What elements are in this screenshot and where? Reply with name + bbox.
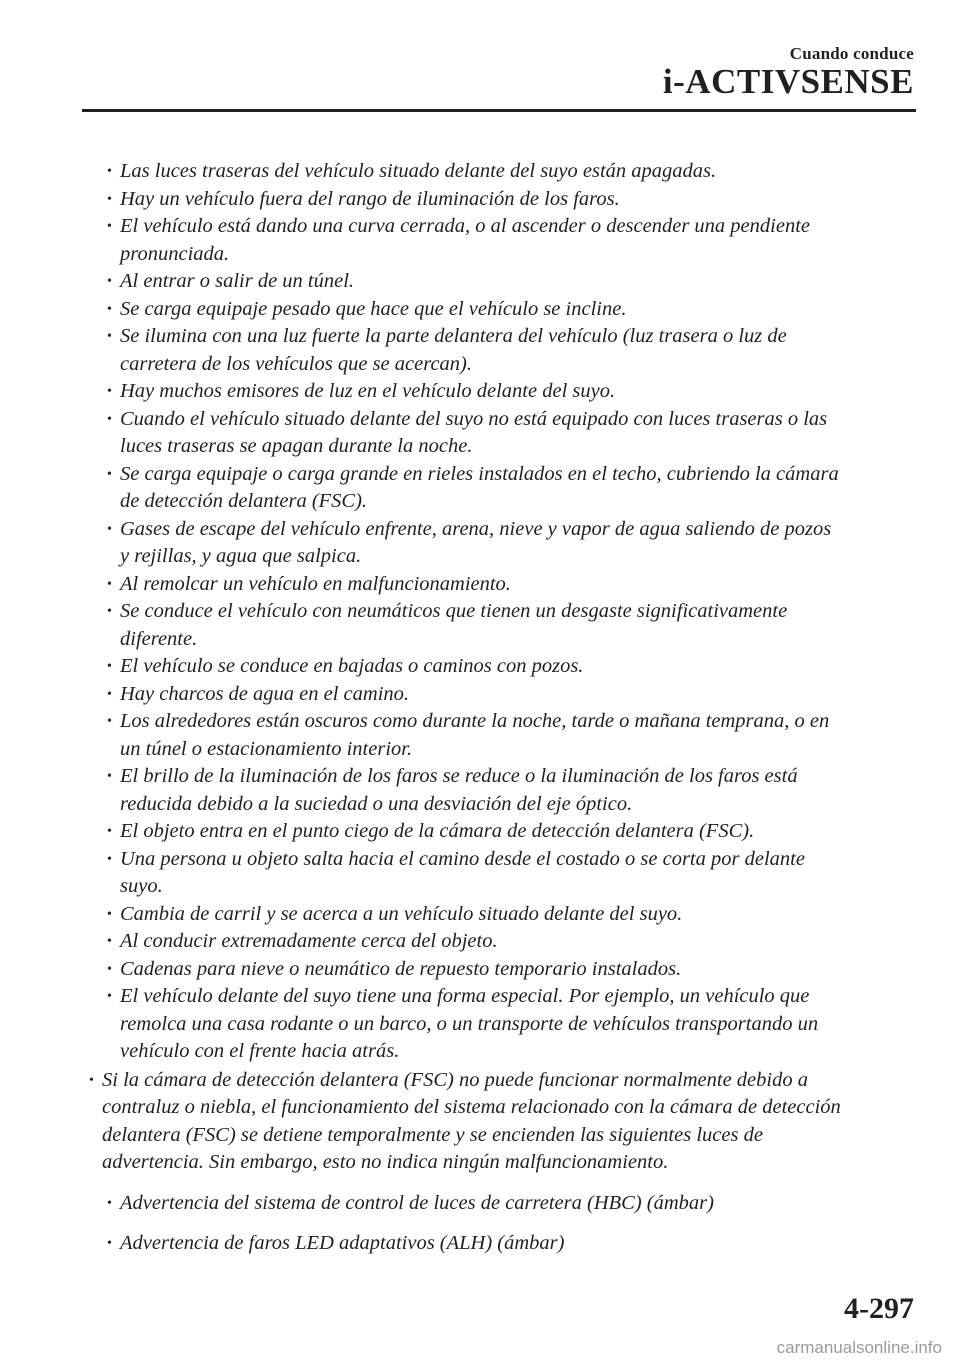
- bullet-icon: •: [107, 191, 112, 207]
- list-item: • El vehículo delante del suyo tiene una forma especial. Por ejemplo, un vehículo que remolca una casa rodante o un barco, o un transporte de vehículos transportando un vehículo con el frente hacia atrás.: [107, 985, 819, 1062]
- list-item: • Al conducir extremadamente cerca del objeto.: [0, 928, 910, 956]
- list-item: • Cuando el vehículo situado delante del suyo no está equipado con luces traseras o las luces traseras se apagan durante la noche.: [107, 407, 828, 457]
- page-number: 4-297: [844, 1292, 914, 1325]
- bullet-icon: •: [107, 411, 112, 427]
- list-item: • El objeto entra en el punto ciego de la cámara de detección delantera (FSC).: [0, 818, 910, 846]
- bullet-icon: •: [107, 934, 112, 949]
- list-item: • Hay muchos emisores de luz en el vehículo delante del suyo.: [0, 378, 910, 406]
- list-item: • Los alrededores están oscuros como durante la noche, tarde o mañana temprana, o en un túnel o estacionamiento interior.: [107, 710, 830, 760]
- bullet-icon: •: [107, 686, 112, 702]
- list-item: • Advertencia de faros LED adaptativos (ALH) (ámbar): [0, 1230, 910, 1258]
- list-item: • Se ilumina con una luz fuerte la parte delantera del vehículo (luz trasera o luz de carretera de los vehículos que se acercan).: [107, 325, 787, 375]
- watermark-link[interactable]: carmanualsonline.info: [776, 1338, 942, 1357]
- bullet-icon: •: [107, 219, 112, 234]
- list-item: • Al entrar o salir de un túnel.: [0, 268, 910, 296]
- list-item: • El brillo de la iluminación de los faros se reduce o la iluminación de los faros está reducida debido a la suciedad o una desviación del eje óptico.: [107, 765, 798, 815]
- bullet-icon: •: [107, 604, 112, 619]
- bullet-icon: •: [107, 714, 112, 729]
- bullet-icon: •: [107, 576, 112, 592]
- section-label: Cuando conduce: [789, 44, 914, 63]
- list-item: • Cambia de carril y se acerca a un vehículo situado delante del suyo.: [0, 901, 910, 929]
- list-item: • Se carga equipaje o carga grande en rieles instalados en el techo, cubriendo la cámara de detección delantera (FSC).: [107, 462, 839, 512]
- bullet-icon: •: [107, 851, 112, 867]
- bullet-icon: •: [107, 1195, 112, 1211]
- bullet-icon: •: [107, 521, 112, 537]
- warning-lights-list: [0, 1190, 960, 1258]
- list-item: • Hay charcos de agua en el camino.: [0, 681, 910, 709]
- manual-content: [0, 158, 960, 1258]
- bullet-icon: •: [107, 384, 112, 399]
- bullet-icon: •: [107, 466, 112, 482]
- list-item: • Se carga equipaje pesado que hace que el vehículo se incline.: [0, 296, 910, 324]
- bullet-icon: •: [107, 989, 112, 1004]
- list-item: • El vehículo está dando una curva cerrada, o al ascender o descender una pendiente pronunciada.: [107, 215, 810, 265]
- bullet-icon: •: [107, 329, 112, 344]
- bullet-icon: •: [107, 1236, 112, 1251]
- list-item: • El vehículo se conduce en bajadas o caminos con pozos.: [0, 653, 910, 681]
- list-item: • Gases de escape del vehículo enfrente, arena, nieve y vapor de agua saliendo de pozos y rejillas, y agua que salpica.: [107, 517, 832, 567]
- note-paragraph: • Si la cámara de detección delantera (FSC) no puede funcionar normalmente debido a contraluz o niebla, el funcionamiento del sistema relacionado con la cámara de detección delantera (FSC) se detiene temporalmente y se encienden las siguientes luces de advertencia. Sin embargo, esto no indica ningún malfuncionamiento.: [89, 1068, 841, 1173]
- bullet-icon: •: [107, 301, 112, 317]
- bullet-icon: •: [107, 824, 112, 839]
- bullet-icon: •: [107, 769, 112, 784]
- list-item: • Advertencia del sistema de control de luces de carretera (HBC) (ámbar): [0, 1190, 910, 1218]
- bullet-icon: •: [107, 659, 112, 674]
- chapter-title: i-ACTIVSENSE: [662, 62, 914, 101]
- list-item: • Se conduce el vehículo con neumáticos que tienen un desgaste significativamente diferente.: [107, 600, 788, 650]
- list-item: • Las luces traseras del vehículo situado delante del suyo están apagadas.: [0, 158, 910, 186]
- bullet-icon: •: [107, 906, 112, 922]
- conditions-list: [0, 158, 960, 1066]
- list-item: • Una persona u objeto salta hacia el camino desde el costado o se corta por delante suyo.: [107, 847, 805, 897]
- list-item: • Hay un vehículo fuera del rango de iluminación de los faros.: [0, 186, 910, 214]
- bullet-icon: •: [107, 274, 112, 289]
- bullet-icon: •: [107, 961, 112, 977]
- list-item: • Cadenas para nieve o neumático de repuesto temporario instalados.: [0, 956, 910, 984]
- bullet-icon: •: [107, 164, 112, 179]
- header-divider: [82, 109, 916, 112]
- list-item: • Al remolcar un vehículo en malfuncionamiento.: [0, 571, 910, 599]
- bullet-icon: •: [89, 1072, 94, 1088]
